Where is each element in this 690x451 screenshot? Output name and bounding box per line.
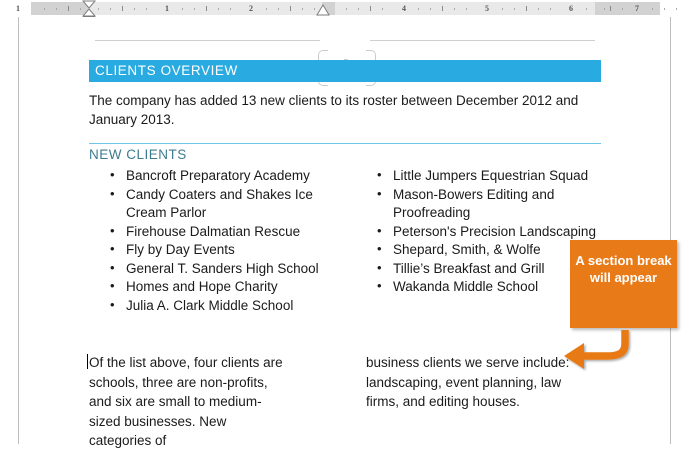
bottom-paragraph-left[interactable] bbox=[89, 353, 289, 451]
subheading-container bbox=[89, 143, 601, 163]
bottom-paragraph-right[interactable]: business clients we serve include: landscaping, event planning, law firms, and editing houses. bbox=[366, 355, 570, 409]
list-item[interactable]: • Shepard, Smith, & Wolfe bbox=[371, 241, 596, 260]
ruler-number-1: 1 bbox=[165, 4, 169, 13]
ruler-number-6: 6 bbox=[569, 4, 573, 13]
subheading-new-clients: NEW CLIENTS bbox=[89, 147, 187, 162]
annotation-arrow-icon bbox=[557, 330, 637, 372]
list-item[interactable]: • Bancroft Preparatory Academy bbox=[104, 167, 319, 186]
ruler-tick-marks bbox=[0, 2, 690, 15]
ruler-number-5: 5 bbox=[485, 4, 489, 13]
bottom-paragraph-columns bbox=[89, 353, 601, 448]
intro-paragraph[interactable]: The company has added 13 new clients to its roster between December 2012 and January 2013. bbox=[89, 93, 579, 127]
list-item[interactable]: • Julia A. Clark Middle School bbox=[104, 297, 319, 316]
ruler-number-7: 7 bbox=[635, 4, 639, 13]
list-item[interactable]: • Fly by Day Events bbox=[104, 241, 319, 260]
list-item[interactable]: • Wakanda Middle School bbox=[371, 278, 596, 297]
ruler-number-4: 4 bbox=[402, 4, 406, 13]
page-break-rule-left bbox=[95, 40, 320, 41]
collapsed-page-break-indicator[interactable] bbox=[0, 26, 690, 56]
list-item[interactable]: • Mason-Bowers Editing and Proofreading bbox=[371, 186, 596, 223]
page-break-rule-right bbox=[370, 40, 595, 41]
list-item[interactable]: • Little Jumpers Equestrian Squad bbox=[371, 167, 596, 186]
right-indent-marker-icon[interactable] bbox=[315, 4, 331, 18]
list-item[interactable]: • Candy Coaters and Shakes Ice Cream Parlor bbox=[104, 186, 319, 223]
client-list-right-column[interactable] bbox=[371, 167, 596, 297]
list-item[interactable]: • Peterson's Precision Landscaping bbox=[371, 223, 596, 242]
list-item[interactable]: • General T. Sanders High School bbox=[104, 260, 319, 279]
list-item[interactable]: • Firehouse Dalmatian Rescue bbox=[104, 223, 319, 242]
client-list-columns bbox=[89, 167, 601, 349]
list-item[interactable]: • Tillie’s Breakfast and Grill bbox=[371, 260, 596, 279]
document-content bbox=[89, 60, 601, 448]
ruler-number-2: 2 bbox=[249, 4, 253, 13]
section-heading-clients-overview: CLIENTS OVERVIEW bbox=[89, 60, 601, 82]
annotation-callout-box bbox=[570, 240, 677, 328]
client-list-left-column[interactable] bbox=[104, 167, 319, 315]
horizontal-ruler[interactable] bbox=[0, 0, 690, 17]
list-item[interactable]: • Homes and Hope Charity bbox=[104, 278, 319, 297]
bottom-paragraph-left-text: Of the list above, four clients are schools, three are non-profits, and six are small to medium-sized businesses. New categories of bbox=[89, 355, 283, 448]
text-cursor bbox=[87, 354, 88, 369]
annotation-callout-text: A section break will appear bbox=[575, 253, 672, 285]
ruler-number-0: 1 bbox=[16, 4, 20, 13]
